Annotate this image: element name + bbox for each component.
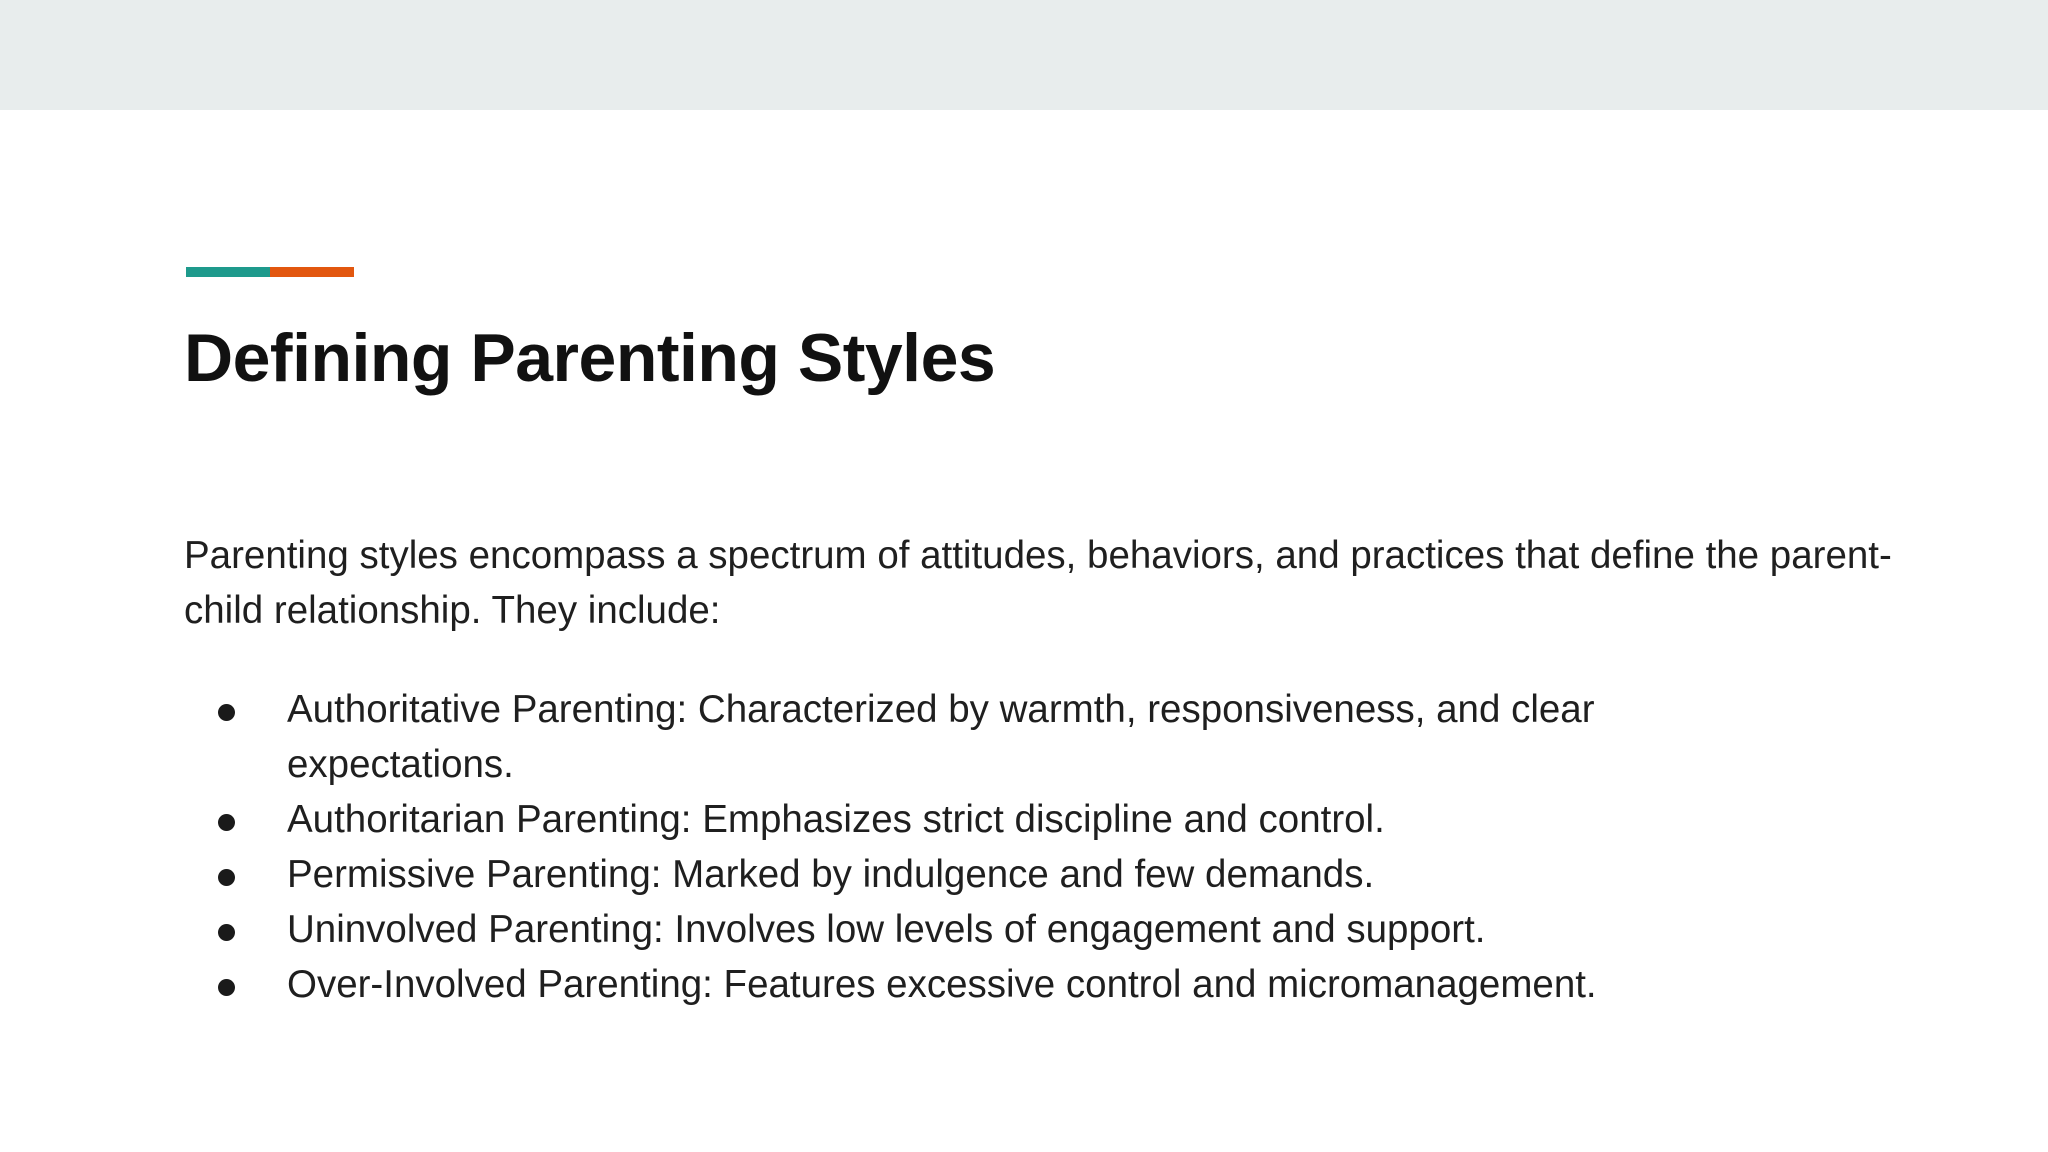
bullet-text: Over-Involved Parenting: Features excessive control and micromanagement. [287, 963, 1597, 1006]
bullet-dot-icon [218, 924, 235, 941]
bullet-item [184, 847, 1764, 902]
bullet-item [184, 792, 1764, 847]
slide-title: Defining Parenting Styles [184, 320, 996, 396]
intro-paragraph: Parenting styles encompass a spectrum of attitudes, behaviors, and practices that define the parent-child relationship. They include: [184, 534, 1892, 632]
bullet-text: Authoritative Parenting: Characterized by warmth, responsiveness, and clear expectations. [287, 688, 1595, 786]
bullet-dot-icon [218, 704, 235, 721]
bullet-text: Authoritarian Parenting: Emphasizes strict discipline and control. [287, 798, 1385, 841]
bullet-text: Permissive Parenting: Marked by indulgence and few demands. [287, 853, 1375, 896]
bullet-list [184, 682, 1764, 1012]
accent-bar [186, 267, 354, 277]
accent-bar-teal [186, 267, 270, 277]
bullet-item [184, 902, 1764, 957]
bullet-item [184, 682, 1764, 792]
bullet-dot-icon [218, 979, 235, 996]
top-band [0, 0, 2048, 110]
bullet-dot-icon [218, 814, 235, 831]
accent-bar-orange [270, 267, 354, 277]
bullet-item [184, 957, 1764, 1012]
bullet-text: Uninvolved Parenting: Involves low levels of engagement and support. [287, 908, 1486, 951]
bullet-dot-icon [218, 869, 235, 886]
